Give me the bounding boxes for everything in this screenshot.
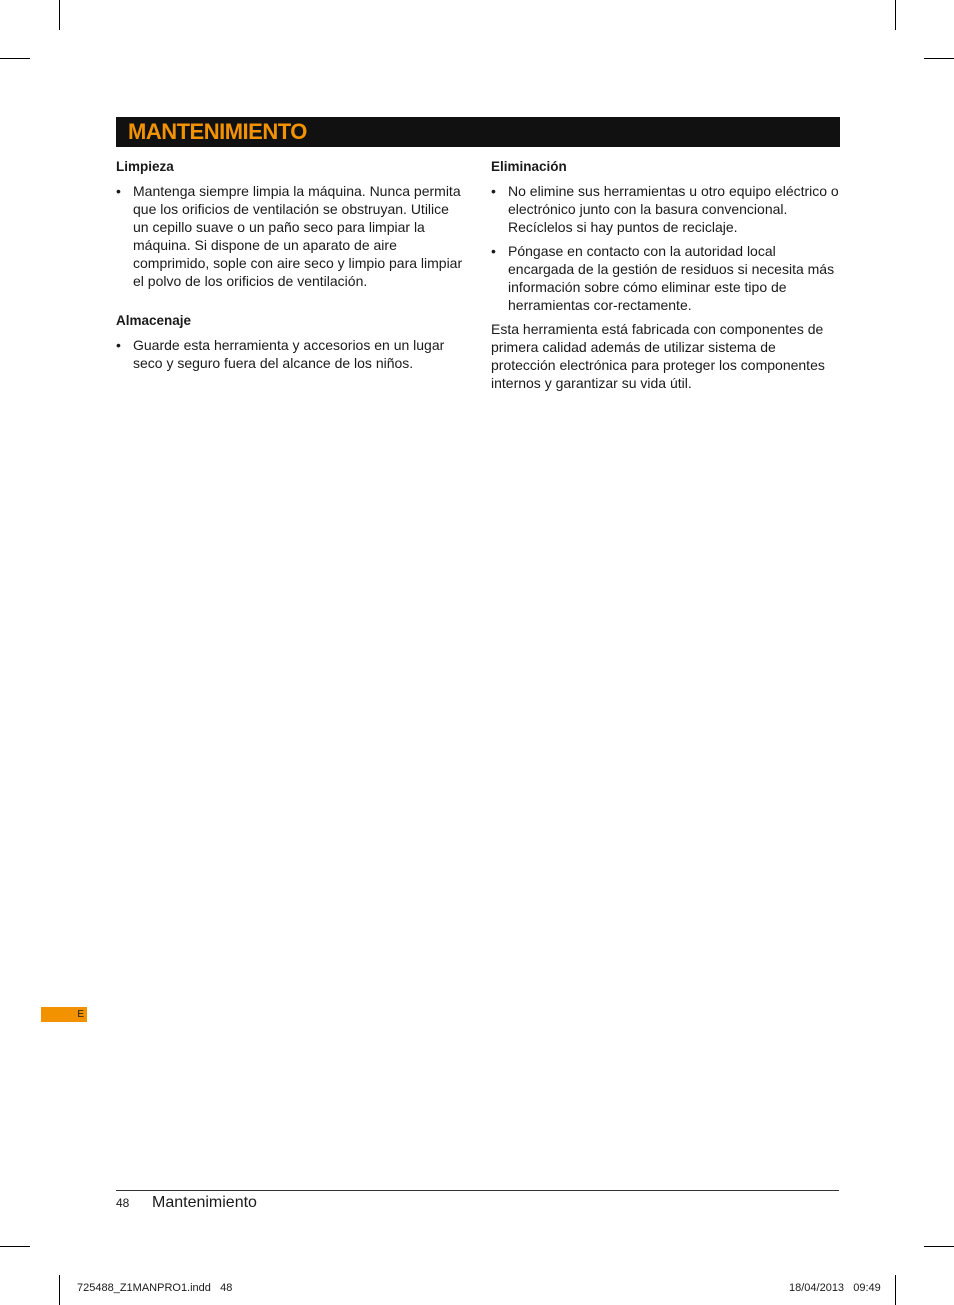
crop-mark xyxy=(924,1246,954,1247)
quality-paragraph: Esta herramienta está fabricada con componentes de primera calidad además de utilizar sistema de protección electrónica para proteger los componentes internos y garantizar su vida útil. xyxy=(491,321,825,391)
crop-mark xyxy=(895,0,896,30)
page-number: 48 xyxy=(116,1196,130,1210)
list-item-text: Póngase en contacto con la autoridad local encargada de la gestión de residuos si necesita más información sobre cómo eliminar este tipo de herramientas cor-rectamente. xyxy=(508,243,835,313)
crop-mark xyxy=(0,58,30,59)
section-title-bar xyxy=(116,117,840,147)
list-item-text: No elimine sus herramientas u otro equipo eléctrico o electrónico junto con la basura convencional. Recíclelos si hay puntos de reciclaje. xyxy=(508,183,839,235)
list-item xyxy=(116,336,466,372)
eliminacion-list xyxy=(491,182,841,314)
list-item xyxy=(491,242,841,314)
footer-title: Mantenimiento xyxy=(152,1194,257,1211)
list-item xyxy=(116,182,466,290)
section-heading-almacenaje: Almacenaje xyxy=(116,313,192,328)
slug-filename: 725488_Z1MANPRO1.indd 48 xyxy=(77,1282,233,1294)
almacenaje-list xyxy=(116,336,466,372)
list-item-text: Mantenga siempre limpia la máquina. Nunca permita que los orificios de ventilación se obstruyan. Utilice un cepillo suave o un paño seco para limpiar la máquina. Si dispone de un aparato de aire comprimido, sople con aire seco y limpio para limpiar el polvo de los orificios de ventilación. xyxy=(133,183,463,289)
left-column xyxy=(116,158,466,378)
section-heading-eliminacion: Eliminación xyxy=(491,159,567,174)
list-item-text: Guarde esta herramienta y accesorios en un lugar seco y seguro fuera del alcance de los niños. xyxy=(133,337,445,371)
language-tab: E xyxy=(41,1007,87,1022)
bullet-icon: • xyxy=(491,183,496,199)
crop-mark xyxy=(895,1275,896,1305)
right-column xyxy=(491,158,841,392)
section-heading-limpieza: Limpieza xyxy=(116,159,174,174)
crop-mark xyxy=(924,58,954,59)
crop-mark xyxy=(59,0,60,30)
crop-mark xyxy=(59,1275,60,1305)
limpieza-list xyxy=(116,182,466,290)
list-item xyxy=(491,182,841,236)
bullet-icon: • xyxy=(491,243,496,259)
crop-mark xyxy=(0,1246,30,1247)
bullet-icon: • xyxy=(116,183,121,199)
bullet-icon: • xyxy=(116,337,121,353)
page-title: MANTENIMIENTO xyxy=(128,119,307,144)
slug-datetime: 18/04/2013 09:49 xyxy=(789,1282,881,1294)
footer-divider xyxy=(116,1190,839,1191)
